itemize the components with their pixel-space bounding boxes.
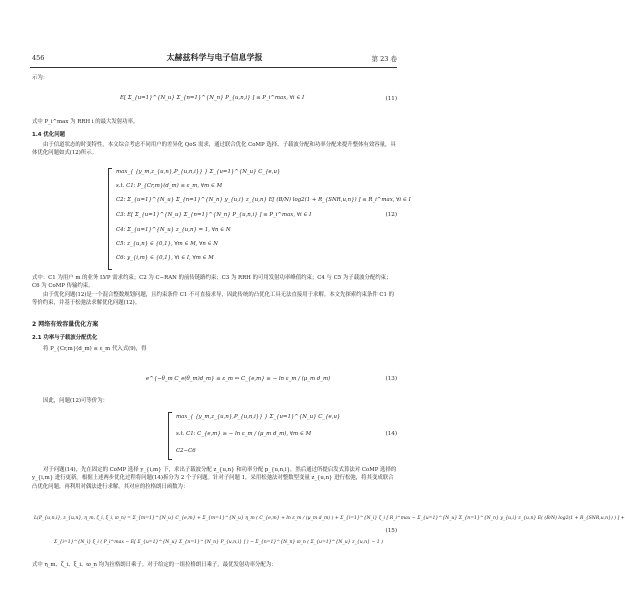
equation-12-line-3: C2: Σ_{u=1}^{N_u} Σ_{n=1}^{N_n} y_{u,i} z_{u,n} E[ (B/N) log2(1 + R_{SNR,u,n}) ] ≤ R_i^max, ∀i ∈ I: [116, 197, 411, 203]
equation-14-line-1: max_{ {y_m,z_{u,n},P_{u,n,i}} } Σ_{u=1}^{N_u} C_{e,u}: [176, 414, 341, 420]
journal-title: 太赫兹科学与电子信息学报: [166, 53, 263, 62]
equation-13-lead: 因此，问题(12)可等价为：: [43, 398, 108, 404]
equation-14-number: (14): [385, 431, 397, 437]
equation-14-line-3: C2−C6: [176, 448, 196, 454]
page-number: 456: [32, 54, 45, 62]
equation-12-number: (12): [385, 212, 397, 218]
equation-12-line-5: C4: Σ_{u=1}^{N_u} z_{u,n} = 1, ∀n ∈ N: [116, 227, 231, 233]
equation-13-number: (13): [385, 376, 397, 382]
equation-12-line-7: C6: y_{i,m} ∈ {0,1}, ∀i ∈ I, ∀m ∈ M: [116, 255, 214, 261]
header-rule: [30, 67, 397, 68]
section-2-title: 2 网络有效容量优化方案: [32, 321, 99, 328]
equation-14-brace: [168, 412, 172, 460]
equation-15-note: 式中 η_m、ζ_i、ξ_i、ϖ_n 均为拉格朗日乘子。对于给定的一组拉格朗日乘子，最优发射功率分配为：: [32, 562, 277, 568]
section-1-4-paragraph: 由于信道状态的时变特性，本文综合考虑不同用户的差异化 QoS 需求，通过联合优化 CoMP 选择、子载波分配和功率分配来提升整体有效容量，具体优化问题如式(12)所示。: [32, 142, 396, 157]
equation-12-note: 式中：C1 为用户 m 的业务 LVP 需求约束；C2 为 C−RAN 的前传链路约束；C3 为 RRH 的可用发射功率峰值约束；C4 与 C5 为子载波分配约束；C6 为 CoMP 传输约束。: [32, 275, 392, 290]
section-2-1-title: 2.1 功率与子载波分配优化: [32, 335, 98, 341]
equation-14-line-2: s.t. C1: C_{e,m} ≥ − ln ε_m / (μ_m d_m), ∀m ∈ M: [176, 431, 312, 437]
equation-14-paragraph: 对于问题(14)，先在固定的 CoMP 选择 y_{i,m} 下，求出子载波分配 z_{u,n} 和功率分配 p_{u,n,i}，然后通过所提启发式算法对 CoMP 选择的 y_{i,m} 进行更新。根据上述两步优化过程将问题(14)拆分为 2 个子问题。针对子问题 1，采用松弛法对整数型变量 z_{u,n} 进行松弛，将其变成联合凸优化问题，再利用对偶法进行求解。其对应的拉格朗日函数为：: [32, 467, 397, 490]
volume-label: 第 23 卷: [371, 55, 397, 63]
equation-11-note: 式中 P_i^max 为 RRH i 的最大发射功率。: [32, 119, 139, 125]
equation-15-line-1: L(P_{u,n,i}, z_{u,n}, η_m, ζ_i, ξ_i, ϖ_n) = Σ_{m=1}^{N_u} C_{e,m} + Σ_{m=1}^{N_u} η_m ( C_{e,m} + ln ε_m / (μ_m d_m) ) + Σ_{i=1}^{N_i} ζ_i [ R_i^max − Σ_{u=1}^{N_u} Σ_{n=1}^{N_n} y_{u,i} z_{u,n} E( (B/N) log2(1 + R_{SNR,u,n}) ) ] +: [34, 516, 625, 521]
equation-12-line-6: C5: z_{u,n} ∈ {0,1}, ∀m ∈ M, ∀n ∈ N: [116, 241, 219, 247]
section-1-4-title: 1.4 优化问题: [32, 132, 65, 138]
equation-12-line-4: C3: E[ Σ_{u=1}^{N_u} Σ_{n=1}^{N_n} P_{u,n,i} ] ≤ P_i^max, ∀i ∈ I: [116, 212, 312, 218]
equation-11: E[ Σ_{u=1}^{N_u} Σ_{n=1}^{N_n} P_{u,n,i} ] ≤ P_i^max, ∀i ∈ I: [120, 95, 305, 101]
equation-13: e^{−θ_m C_e(θ_m)d_m} ≤ ε_m ⇔ C_{e,m} ≥ − ln ε_m / (μ_m d_m): [146, 376, 331, 382]
equation-15-line-2: Σ_{i=1}^{N_i} ξ_i ( P_i^max − E[ Σ_{u=1}^{N_u} Σ_{n=1}^{N_n} P_{u,n,i} ] ) − Σ_{n=1}^{N_n} ϖ_n ( Σ_{u=1}^{N_u} z_{u,n} − 1 ): [54, 540, 383, 545]
equation-12-line-2: s.t. C1: P_{Cr,m}(d_m) ≤ ε_m, ∀m ∈ M: [116, 183, 223, 189]
section-2-1-lead: 将 P_{Cr,m}(d_m) ≤ ε_m 代入式(9)，得: [43, 346, 147, 352]
running-header: [32, 52, 397, 64]
equation-12-brace: [108, 168, 112, 270]
equation-11-number: (11): [385, 96, 397, 102]
equation-15-number: (15): [385, 528, 397, 534]
equation-12-paragraph: 由于优化问题(12)是一个混合整数规划问题，且约束条件 C1 不可直接求导，因此传统的凸优化工具无法直接用于求解。本文先探索约束条件 C1 的等价约束，并基于松弛法求解优化问题(12)。: [32, 292, 395, 307]
intro-text: 示为：: [32, 75, 49, 81]
equation-12-line-1: max_{ {y_m,z_{u,n},P_{u,n,i}} } Σ_{u=1}^{N_u} C_{e,u}: [116, 169, 281, 175]
